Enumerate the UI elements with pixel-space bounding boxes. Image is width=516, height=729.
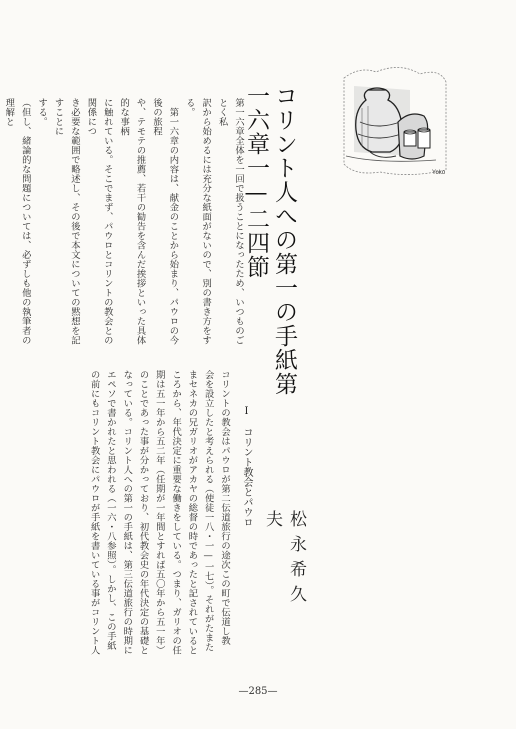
- section-body-text: コリントの教会はパウロが第二伝道旅行の途次この町で伝道し教 会を設立したと考えられる（使徒一八・一—一七）。それがたまた まセネカの兄ガリオがアカヤの総督の時であったと記されていると ころから、年代決定に重要な働きをしている。つまり、ガリオの任 期は五一年から五二年（任期が一年間とすれば五〇年から五一年） のことであった事が分かっており、初代教会史の年代決定の基礎と なっている。コリント人への第一の手紙は、第三伝道旅行の時期に エペソで書かれたと思われる（一六・八参照）。しかし、この手紙 の前にもコリント教会にパウロが手紙を書いている事がコリント人: [88, 370, 230, 655]
- article-title: コリント人への第一の手紙第一六章一—二四節: [243, 84, 297, 396]
- still-life-illustration-icon: [340, 60, 450, 185]
- page-number: —285—: [238, 686, 278, 697]
- author-name: 松永希久夫: [262, 510, 306, 610]
- illustration-signature: Yoko: [432, 170, 446, 176]
- intro-paragraphs: 第一六章全体を一回で扱うことになったため、いつものごとく私 訳から始めるには充分な紙面がないので、別の書き方をする。 第一六章の内容は、献金のことから始まり、パウロの今後の旅程 や、テモテの推薦、若干の勧告を含んだ挨拶といった具体的な事柄 に触れている。そこでまず、パウロとコリントの教会との関係につ き必要な範囲で略述し、その後で本文についての黙想を記すことに する。 （但し、緒論的な問題については、必ずしも他の執筆者の理解と: [3, 98, 244, 345]
- section-heading: I コリント教会とパウロ: [241, 406, 252, 527]
